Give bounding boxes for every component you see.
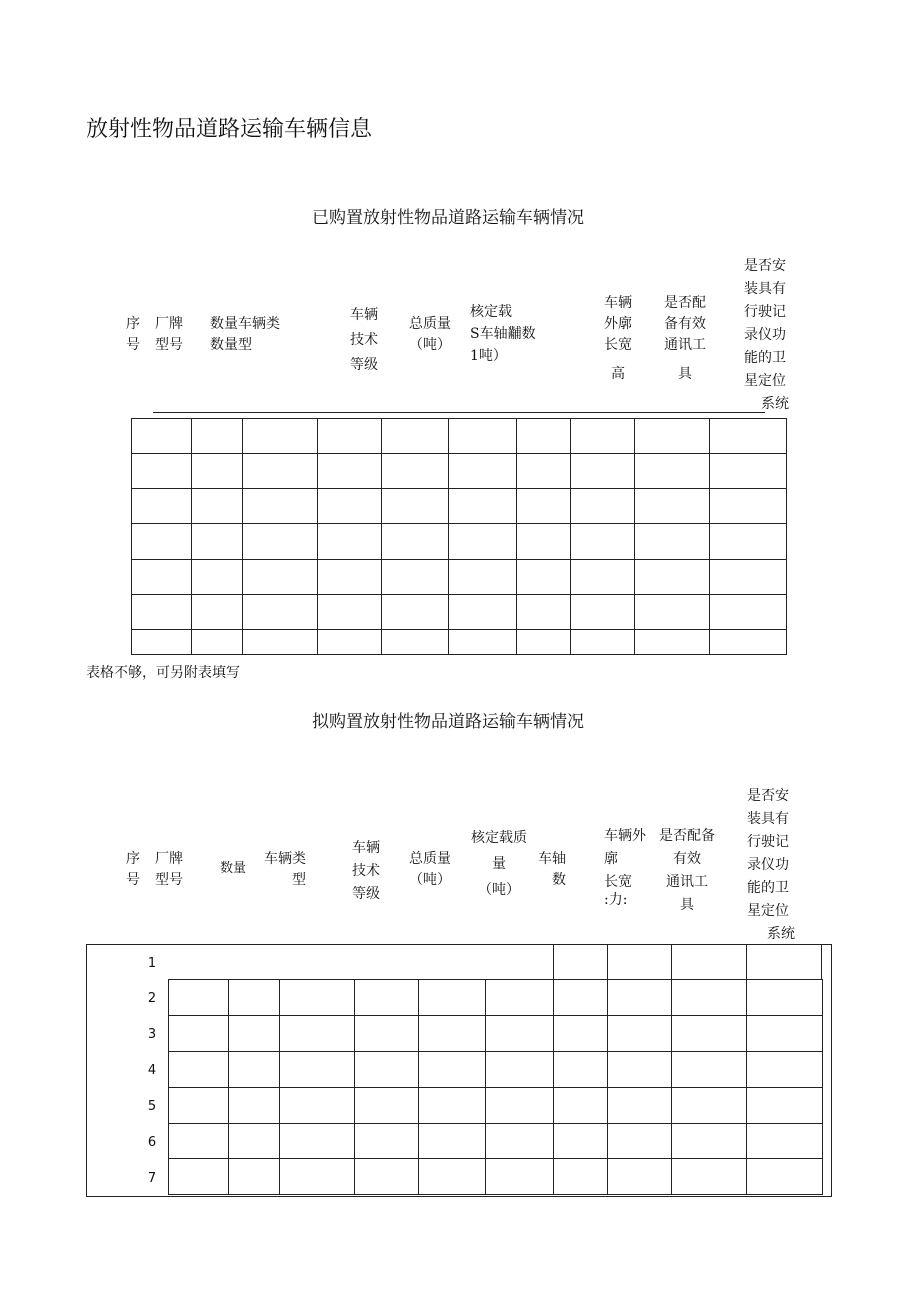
hdr-text: 车辆 xyxy=(604,295,632,311)
table-cell[interactable] xyxy=(280,1016,355,1052)
table-row xyxy=(169,980,823,1016)
hdr-text: 装具有 xyxy=(747,811,789,827)
table-cell[interactable] xyxy=(449,524,517,560)
hdr-text: 1吨） xyxy=(470,348,507,364)
table-row xyxy=(132,630,787,655)
hdr-text: 核定载质 xyxy=(471,830,527,846)
table-cell[interactable] xyxy=(608,1052,672,1088)
table-cell[interactable] xyxy=(635,524,710,560)
table-cell[interactable] xyxy=(554,1124,608,1159)
hdr-text: 能的卫 xyxy=(744,350,786,366)
table-cell[interactable] xyxy=(132,560,192,595)
table-cell[interactable] xyxy=(747,1124,823,1159)
table-cell[interactable] xyxy=(419,1124,486,1159)
hdr-text: 系统 xyxy=(761,396,789,412)
row-number: 2 xyxy=(147,991,157,1006)
hdr-tech xyxy=(350,303,378,378)
hdr-text: 序 xyxy=(126,316,140,332)
table-cell[interactable] xyxy=(229,1124,280,1159)
hdr-text: （吨） xyxy=(409,872,451,888)
table-cell[interactable] xyxy=(169,1088,229,1124)
row-number: 5 xyxy=(147,1099,157,1114)
hdr-seq xyxy=(126,849,140,891)
purchased-vehicles-table xyxy=(131,418,787,655)
table-cell[interactable] xyxy=(710,419,787,454)
table-cell[interactable] xyxy=(419,1159,486,1195)
table-cell[interactable] xyxy=(554,1159,608,1195)
table-cell[interactable] xyxy=(318,454,382,489)
row-number: 4 xyxy=(147,1063,157,1078)
table-row xyxy=(132,560,787,595)
hdr-text: 具 xyxy=(680,897,694,913)
table-cell[interactable] xyxy=(571,524,635,560)
hdr-text: 通讯工 xyxy=(664,337,706,353)
hdr-text: 是否安 xyxy=(744,258,786,274)
hdr-text: S车轴黼数 xyxy=(470,326,536,342)
header-rule xyxy=(153,412,765,413)
hdr-text: 车辆 xyxy=(352,840,380,856)
table-cell[interactable] xyxy=(132,454,192,489)
table-cell[interactable] xyxy=(419,1088,486,1124)
table-cell[interactable] xyxy=(382,630,449,655)
hdr-gross xyxy=(409,314,451,356)
table-cell[interactable] xyxy=(635,560,710,595)
table-cell[interactable] xyxy=(554,1016,608,1052)
table-cell[interactable] xyxy=(608,980,672,1016)
hdr-text: 装具有 xyxy=(744,281,786,297)
table-cell[interactable] xyxy=(280,1124,355,1159)
hdr-brand xyxy=(155,314,183,356)
table-cell[interactable] xyxy=(635,630,710,655)
table-cell[interactable] xyxy=(355,980,419,1016)
table-cell[interactable] xyxy=(243,560,318,595)
table-cell[interactable] xyxy=(243,524,318,560)
table-cell[interactable] xyxy=(280,1088,355,1124)
table-cell[interactable] xyxy=(449,489,517,524)
row1-divider xyxy=(671,944,672,980)
hdr-text: 厂牌 xyxy=(155,316,183,332)
hdr-type xyxy=(264,849,306,891)
table-cell[interactable] xyxy=(419,1052,486,1088)
hdr-text: 厂牌 xyxy=(155,851,183,867)
hdr-text: 车辆类 xyxy=(264,851,306,867)
table-cell[interactable] xyxy=(318,595,382,630)
table-cell[interactable] xyxy=(192,524,243,560)
table-row xyxy=(132,419,787,454)
hdr-text: 车轴 xyxy=(538,851,566,867)
table-cell[interactable] xyxy=(672,1016,747,1052)
table-cell[interactable] xyxy=(229,1159,280,1195)
hdr-gps xyxy=(741,255,789,416)
hdr-text: 有效 xyxy=(673,851,701,867)
hdr-text: 录仪功 xyxy=(747,857,789,873)
table-cell[interactable] xyxy=(672,1052,747,1088)
table-cell[interactable] xyxy=(486,1088,554,1124)
hdr-text: 总质量 xyxy=(409,851,451,867)
hdr-text: 等级 xyxy=(352,886,380,902)
table-cell[interactable] xyxy=(571,489,635,524)
hdr-axle xyxy=(538,849,566,891)
table-cell[interactable] xyxy=(449,419,517,454)
hdr-gps xyxy=(741,785,795,946)
hdr-text: 星定位 xyxy=(747,903,789,919)
table-cell[interactable] xyxy=(192,630,243,655)
hdr-text: 数量型 xyxy=(210,337,252,353)
hdr-seq xyxy=(126,314,140,356)
table-cell[interactable] xyxy=(449,560,517,595)
table-cell[interactable] xyxy=(318,560,382,595)
table-cell[interactable] xyxy=(243,630,318,655)
row-number: 1 xyxy=(147,956,157,971)
table-cell[interactable] xyxy=(243,595,318,630)
table-cell[interactable] xyxy=(355,1124,419,1159)
row-number: 7 xyxy=(147,1171,157,1186)
table-cell[interactable] xyxy=(192,489,243,524)
table-cell[interactable] xyxy=(355,1159,419,1195)
table-cell[interactable] xyxy=(486,1052,554,1088)
table-cell[interactable] xyxy=(672,980,747,1016)
hdr-text: 外廓 xyxy=(604,316,632,332)
table-cell[interactable] xyxy=(169,1159,229,1195)
table-cell[interactable] xyxy=(382,419,449,454)
table-cell[interactable] xyxy=(355,1016,419,1052)
table-cell[interactable] xyxy=(517,489,571,524)
table-cell[interactable] xyxy=(608,1159,672,1195)
hdr-text: 总质量 xyxy=(409,316,451,332)
table-cell[interactable] xyxy=(517,595,571,630)
table-cell[interactable] xyxy=(554,1052,608,1088)
page-title: 放射性物品道路运输车辆信息 xyxy=(86,117,373,142)
row1-divider xyxy=(607,944,608,980)
table-cell[interactable] xyxy=(571,454,635,489)
table-cell[interactable] xyxy=(192,454,243,489)
table-cell[interactable] xyxy=(449,630,517,655)
hdr-text: 数量车辆类 xyxy=(210,316,280,332)
table-cell[interactable] xyxy=(229,1052,280,1088)
row-number: 3 xyxy=(147,1027,157,1042)
table-cell[interactable] xyxy=(449,595,517,630)
hdr-text: 廓 xyxy=(604,851,618,867)
hdr-text: 长宽 xyxy=(604,874,632,890)
table-cell[interactable] xyxy=(710,454,787,489)
table-row xyxy=(132,489,787,524)
hdr-text: 车辆外 xyxy=(604,828,646,844)
table-cell[interactable] xyxy=(517,560,571,595)
table-cell[interactable] xyxy=(486,1124,554,1159)
hdr-text: 是否安 xyxy=(747,788,789,804)
table-cell[interactable] xyxy=(635,419,710,454)
table-cell[interactable] xyxy=(229,980,280,1016)
hdr-load xyxy=(470,301,536,367)
table-cell[interactable] xyxy=(635,454,710,489)
table-cell[interactable] xyxy=(571,630,635,655)
table-cell[interactable] xyxy=(318,419,382,454)
table-row xyxy=(169,1159,823,1195)
table-cell[interactable] xyxy=(449,454,517,489)
table-note: 表格不够，可另附表填写 xyxy=(86,665,240,681)
table-cell[interactable] xyxy=(486,1016,554,1052)
hdr-text: 型号 xyxy=(155,872,183,888)
table-cell[interactable] xyxy=(382,524,449,560)
table-cell[interactable] xyxy=(747,980,823,1016)
table-cell[interactable] xyxy=(192,419,243,454)
hdr-text: 量 xyxy=(492,856,506,872)
table-row xyxy=(169,1016,823,1052)
hdr-text: 车辆 xyxy=(350,307,378,323)
table-cell[interactable] xyxy=(280,1159,355,1195)
table-cell[interactable] xyxy=(382,560,449,595)
table-cell[interactable] xyxy=(192,595,243,630)
table-cell[interactable] xyxy=(608,1016,672,1052)
table-cell[interactable] xyxy=(382,489,449,524)
table-cell[interactable] xyxy=(747,1159,823,1195)
table-cell[interactable] xyxy=(132,489,192,524)
table-cell[interactable] xyxy=(517,630,571,655)
hdr-text: 系统 xyxy=(767,926,795,942)
hdr-gross xyxy=(409,849,451,891)
table-cell[interactable] xyxy=(132,524,192,560)
hdr-text: 行驶记 xyxy=(744,304,786,320)
hdr-comm xyxy=(664,293,706,385)
table-cell[interactable] xyxy=(710,489,787,524)
table-cell[interactable] xyxy=(747,1052,823,1088)
table-cell[interactable] xyxy=(169,980,229,1016)
hdr-text: 录仪功 xyxy=(744,327,786,343)
hdr-load xyxy=(471,825,527,903)
hdr-text: 数 xyxy=(552,872,566,888)
hdr-qty: 数量 xyxy=(220,861,247,876)
table-row xyxy=(132,524,787,560)
hdr-text: 是否配备 xyxy=(659,828,715,844)
table-cell[interactable] xyxy=(229,1016,280,1052)
table-cell[interactable] xyxy=(517,419,571,454)
hdr-text: 序 xyxy=(126,851,140,867)
hdr-text: 长宽 xyxy=(604,337,632,353)
table-cell[interactable] xyxy=(486,980,554,1016)
hdr-dims xyxy=(604,293,632,385)
table-cell[interactable] xyxy=(672,1159,747,1195)
table-cell[interactable] xyxy=(243,489,318,524)
table-cell[interactable] xyxy=(517,524,571,560)
hdr-text: 高 xyxy=(611,366,625,382)
table-body xyxy=(169,980,823,1195)
table-cell[interactable] xyxy=(571,595,635,630)
hdr-text: 号 xyxy=(126,337,140,353)
section2-heading: 拟购置放射性物品道路运输车辆情况 xyxy=(312,712,584,732)
table-cell[interactable] xyxy=(382,454,449,489)
table-cell[interactable] xyxy=(554,980,608,1016)
table-cell[interactable] xyxy=(132,419,192,454)
table-cell[interactable] xyxy=(132,630,192,655)
table-cell[interactable] xyxy=(608,1124,672,1159)
hdr-text: :力: xyxy=(604,892,628,908)
table-cell[interactable] xyxy=(318,524,382,560)
table-cell[interactable] xyxy=(635,595,710,630)
table-cell[interactable] xyxy=(571,419,635,454)
hdr-comm xyxy=(659,825,715,917)
table-cell[interactable] xyxy=(608,1088,672,1124)
row1-divider xyxy=(746,944,747,980)
row1-divider xyxy=(553,944,554,980)
table-row xyxy=(169,1052,823,1088)
table-cell[interactable] xyxy=(747,1016,823,1052)
table-cell[interactable] xyxy=(318,630,382,655)
table-cell[interactable] xyxy=(169,1016,229,1052)
hdr-text: 能的卫 xyxy=(747,880,789,896)
table-cell[interactable] xyxy=(672,1088,747,1124)
table-cell[interactable] xyxy=(243,419,318,454)
hdr-text: 技术 xyxy=(352,863,380,879)
planned-vehicles-grid xyxy=(168,979,823,1195)
hdr-tech xyxy=(352,837,380,906)
table-cell[interactable] xyxy=(355,1088,419,1124)
table-cell[interactable] xyxy=(710,524,787,560)
table-cell[interactable] xyxy=(710,560,787,595)
table-cell[interactable] xyxy=(672,1124,747,1159)
table-cell[interactable] xyxy=(382,595,449,630)
table-cell[interactable] xyxy=(571,560,635,595)
table-cell[interactable] xyxy=(419,980,486,1016)
hdr-text: 核定载 xyxy=(470,304,512,320)
hdr-brand xyxy=(155,849,183,891)
hdr-text: 型号 xyxy=(155,337,183,353)
table-row xyxy=(169,1088,823,1124)
table-cell[interactable] xyxy=(355,1052,419,1088)
hdr-text: 具 xyxy=(678,366,692,382)
hdr-text: 行驶记 xyxy=(747,834,789,850)
table-cell[interactable] xyxy=(229,1088,280,1124)
table-cell[interactable] xyxy=(280,980,355,1016)
table-row xyxy=(132,595,787,630)
table-cell[interactable] xyxy=(486,1159,554,1195)
hdr-qty-type xyxy=(210,314,280,356)
hdr-text: 型 xyxy=(292,872,306,888)
hdr-dims xyxy=(604,825,646,906)
section1-heading: 已购置放射性物品道路运输车辆情况 xyxy=(312,208,584,228)
hdr-text: （吨） xyxy=(478,882,520,898)
hdr-text: 星定位 xyxy=(744,373,786,389)
table-cell[interactable] xyxy=(747,1088,823,1124)
table-cell[interactable] xyxy=(710,595,787,630)
hdr-text: 通讯工 xyxy=(666,874,708,890)
table-row xyxy=(132,454,787,489)
hdr-text: 备有效 xyxy=(664,316,706,332)
table-cell[interactable] xyxy=(554,1088,608,1124)
table-cell[interactable] xyxy=(710,630,787,655)
row1-divider xyxy=(821,944,822,980)
table-cell[interactable] xyxy=(169,1124,229,1159)
table-cell[interactable] xyxy=(132,595,192,630)
hdr-text: 技术 xyxy=(350,332,378,348)
hdr-text: 号 xyxy=(126,872,140,888)
table-cell[interactable] xyxy=(419,1016,486,1052)
table-cell[interactable] xyxy=(169,1052,229,1088)
table-cell[interactable] xyxy=(318,489,382,524)
table-row xyxy=(169,1124,823,1159)
table-cell[interactable] xyxy=(192,560,243,595)
hdr-text: 是否配 xyxy=(664,295,706,311)
table-cell[interactable] xyxy=(517,454,571,489)
table-body xyxy=(132,419,787,655)
hdr-text: 等级 xyxy=(350,357,378,373)
table-cell[interactable] xyxy=(280,1052,355,1088)
row-number: 6 xyxy=(147,1135,157,1150)
table-cell[interactable] xyxy=(243,454,318,489)
hdr-text: （吨） xyxy=(409,337,451,353)
table-cell[interactable] xyxy=(635,489,710,524)
